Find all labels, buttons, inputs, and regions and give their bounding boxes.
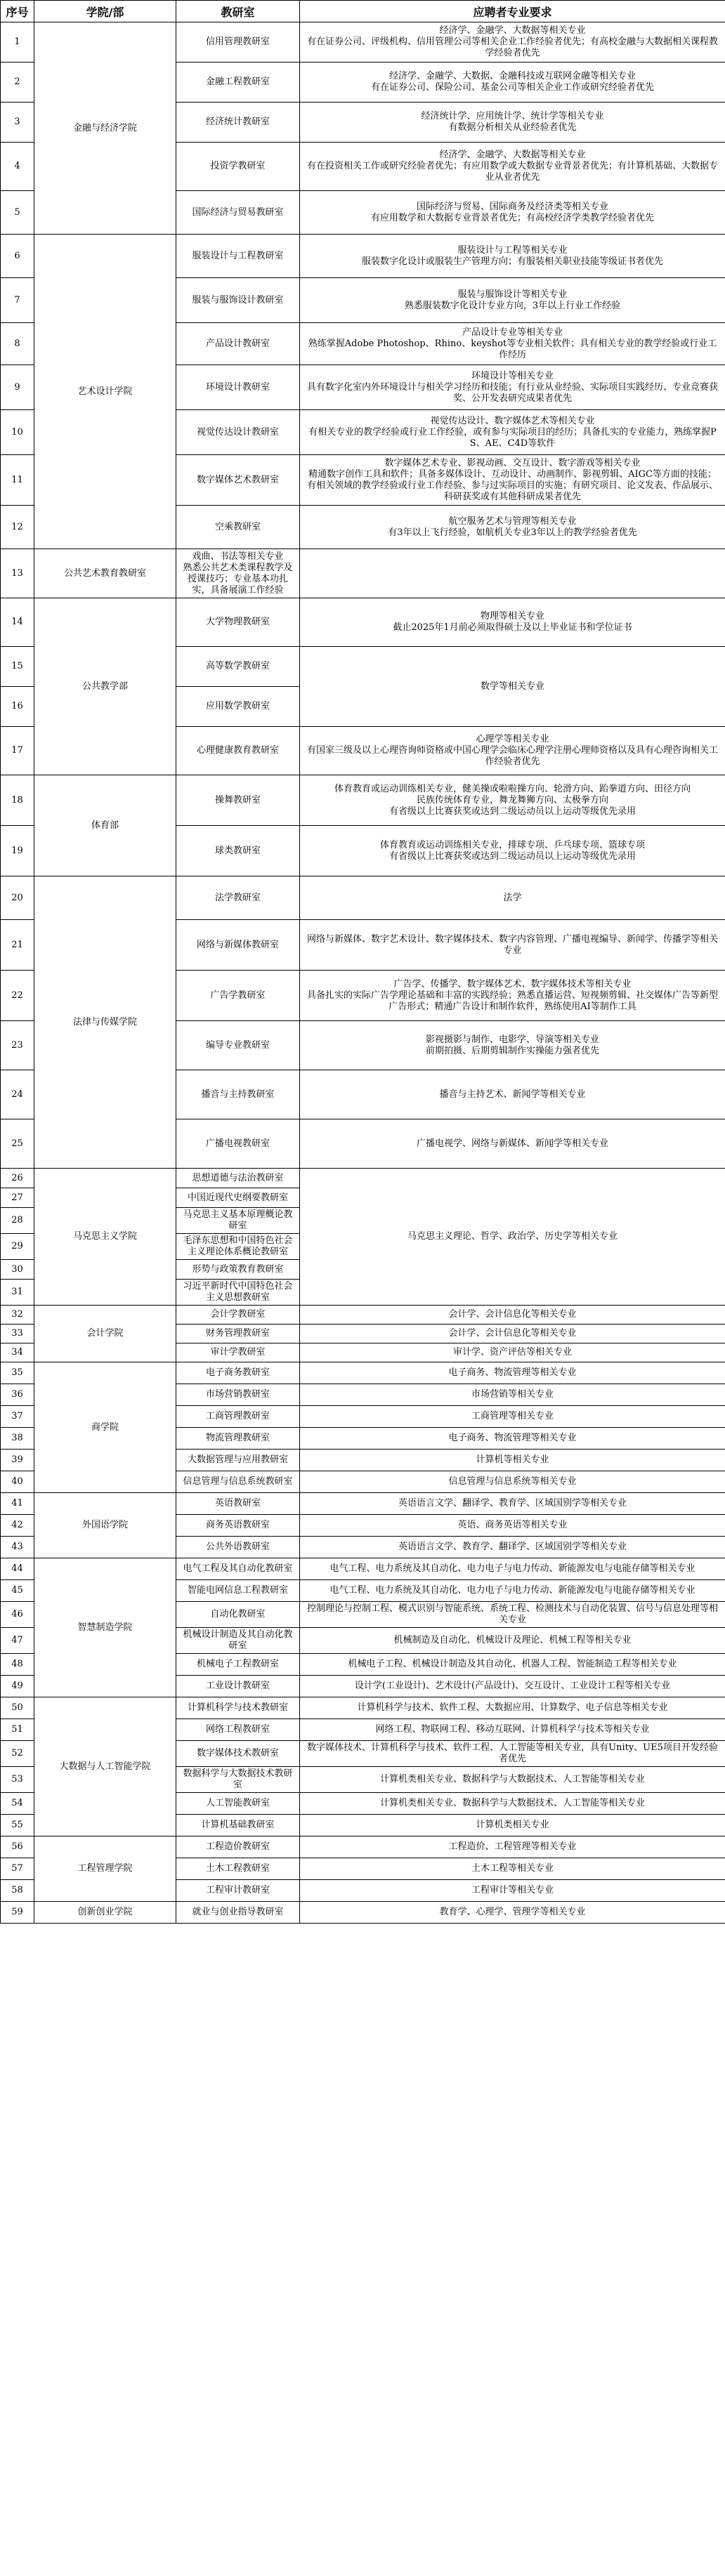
row-index: 4 — [1, 143, 34, 191]
row-index: 26 — [1, 1169, 34, 1188]
requirement-text: 环境设计等相关专业 具有数字化室内外环境设计与相关学习经历和技能；有行业从业经验、实际项目实践经历、专业竞赛获奖、公开发表研究成果者优先 — [300, 365, 725, 410]
college-name: 智慧制造学院 — [34, 1558, 176, 1697]
row-index: 27 — [1, 1188, 34, 1208]
requirement-text: 物理等相关专业 截止2025年1月前必须取得硕士及以上毕业证书和学位证书 — [300, 598, 725, 647]
requirement-text: 体育教育或运动训练相关专业，排球专项、乒乓球专项、篮球专项 有省级以上比赛获奖或达到二级运动员以上运动等级优先录用 — [300, 826, 725, 876]
row-index: 58 — [1, 1880, 34, 1902]
requirement-text: 工程造价、工程管理等相关专业 — [300, 1836, 725, 1858]
table-row — [1, 1836, 725, 1858]
requirement-text: 服装与服饰设计等相关专业 熟悉服装数字化设计专业方向，3年以上行业工作经验 — [300, 278, 725, 323]
college-name: 创新创业学院 — [34, 1902, 176, 1924]
requirement-text: 工商管理等相关专业 — [300, 1406, 725, 1428]
office-name: 视觉传达设计教研室 — [176, 410, 300, 455]
requirement-text: 控制理论与控制工程、模式识别与智能系统、系统工程、检测技术与自动化装置、信号与信息处理等相关专业 — [300, 1602, 725, 1628]
row-index: 29 — [1, 1234, 34, 1260]
office-name: 计算机科学与技术教研室 — [176, 1697, 300, 1719]
requirement-text: 审计学、资产评估等相关专业 — [300, 1343, 725, 1362]
row-index: 13 — [1, 549, 34, 598]
row-index: 50 — [1, 1697, 34, 1719]
row-index: 14 — [1, 598, 34, 647]
row-index: 2 — [1, 63, 34, 103]
requirement-text: 数学等相关专业 — [300, 647, 725, 727]
college-name: 马克思主义学院 — [34, 1169, 176, 1306]
requirement-text: 会计学、会计信息化等相关专业 — [300, 1306, 725, 1325]
table-row — [1, 598, 725, 647]
office-name: 产品设计教研室 — [176, 323, 300, 365]
office-name: 市场营销教研室 — [176, 1384, 300, 1406]
table-row — [1, 22, 725, 63]
requirement-text: 计算机类相关专业、数据科学与大数据技术、人工智能等相关专业 — [300, 1767, 725, 1793]
office-name: 习近平新时代中国特色社会主义思想教研室 — [176, 1280, 300, 1306]
office-name: 物流管理教研室 — [176, 1428, 300, 1450]
office-name: 高等数学教研室 — [176, 647, 300, 687]
row-index: 6 — [1, 235, 34, 278]
office-name: 公共艺术教育教研室 — [34, 549, 176, 598]
requirement-text: 视觉传达设计、数字媒体艺术等相关专业 有相关专业的教学经验或行业工作经验，或有参与实际项目的经历；具备扎实的专业能力，熟练掌握PS、AE、C4D等软件 — [300, 410, 725, 455]
table-row — [1, 1697, 725, 1719]
row-index: 5 — [1, 191, 34, 235]
requirement-text: 影视摄影与制作、电影学、导演等相关专业 前期拍摄、后期剪辑制作实操能力强者优先 — [300, 1021, 725, 1070]
requirement-text: 体育教育或运动训练相关专业，健美操或啦啦操方向、轮滑方向、跆拳道方向、田径方向 民族传统体育专业，舞龙舞狮方向、太极拳方向 有省级以上比赛获奖或达到二级运动员以上运动等级优先录用 — [300, 775, 725, 826]
office-name: 网络工程教研室 — [176, 1719, 300, 1741]
requirement-text: 法学 — [300, 876, 725, 920]
table-row — [1, 876, 725, 920]
office-name: 公共外语教研室 — [176, 1537, 300, 1558]
requirement-text: 经济学、金融学、大数据、金融科技或互联网金融等相关专业 有在证券公司、保险公司、基金公司等相关企业工作或研究经验者优先 — [300, 63, 725, 103]
office-name: 信息管理与信息系统教研室 — [176, 1471, 300, 1493]
row-index: 44 — [1, 1558, 34, 1580]
requirement-text: 广播电视学、网络与新媒体、新闻学等相关专业 — [300, 1119, 725, 1169]
requirement-text: 经济学、金融学、大数据等相关专业 有在投资相关工作或研究经验者优先；有应用数学或大数据专业背景者优先；有计算机基础、大数据专业从业者优先 — [300, 143, 725, 191]
office-name: 编导专业教研室 — [176, 1021, 300, 1070]
office-name: 国际经济与贸易教研室 — [176, 191, 300, 235]
requirement-text: 土木工程等相关专业 — [300, 1858, 725, 1880]
table-row — [1, 1306, 725, 1325]
requirement-text: 国际经济与贸易、国际商务及经济类等相关专业 有应用数学和大数据专业背景者优先；有高校经济学类教学经验者优先 — [300, 191, 725, 235]
office-name: 广告学教研室 — [176, 971, 300, 1021]
office-name: 形势与政策教育教研室 — [176, 1260, 300, 1280]
office-name: 数字媒体艺术教研室 — [176, 455, 300, 506]
requirement-text: 计算机等相关专业 — [300, 1450, 725, 1471]
row-index: 12 — [1, 506, 34, 549]
row-index: 40 — [1, 1471, 34, 1493]
office-name: 金融工程教研室 — [176, 63, 300, 103]
office-name: 毛泽东思想和中国特色社会主义理论体系概论教研室 — [176, 1234, 300, 1260]
office-name: 工业设计教研室 — [176, 1676, 300, 1697]
requirement-text: 英语语言文学、翻译学、教育学、区域国别学等相关专业 — [300, 1493, 725, 1515]
row-index: 46 — [1, 1602, 34, 1628]
office-name: 操舞教研室 — [176, 775, 300, 826]
row-index: 39 — [1, 1450, 34, 1471]
requirement-text: 数字媒体艺术专业、影视动画、交互设计、数字游戏等相关专业 精通数字创作工具和软件；具备多媒体设计、互动设计、动画制作、影视剪辑、AIGC等方面的技能；有相关领域的教学经验或行业工作经验、参与过实际项目的实施；有研究项目、论文发表、作品展示、科研获奖或有其他科研成果者优先 — [300, 455, 725, 506]
college-name: 艺术设计学院 — [34, 235, 176, 549]
requirement-text: 马克思主义理论、哲学、政治学、历史学等相关专业 — [300, 1169, 725, 1306]
row-index: 11 — [1, 455, 34, 506]
table-row — [1, 1493, 725, 1515]
office-name: 商务英语教研室 — [176, 1515, 300, 1537]
office-name: 心理健康教育教研室 — [176, 727, 300, 775]
office-name: 电气工程及其自动化教研室 — [176, 1558, 300, 1580]
row-index: 22 — [1, 971, 34, 1021]
requirement-text: 电子商务、物流管理等相关专业 — [300, 1362, 725, 1384]
requirement-text: 英语语言文学、教育学、翻译学、区域国别学等相关专业 — [300, 1537, 725, 1558]
table-row — [1, 775, 725, 826]
requirement-text: 广告学、传播学、数字媒体艺术、数字媒体技术等相关专业 具备扎实的实际广告学理论基础和丰富的实践经验；熟悉直播运营、短视频剪辑、社交媒体广告等新型广告形式；精通广告设计和制作软件，熟练使用AI等制作工具 — [300, 971, 725, 1021]
requirement-text: 计算机类相关专业 — [300, 1815, 725, 1836]
office-name: 投资学教研室 — [176, 143, 300, 191]
requirement-text: 信息管理与信息系统等相关专业 — [300, 1471, 725, 1493]
office-name: 数字媒体技术教研室 — [176, 1741, 300, 1767]
college-name: 商学院 — [34, 1362, 176, 1493]
row-index: 30 — [1, 1260, 34, 1280]
row-index: 52 — [1, 1741, 34, 1767]
row-index: 57 — [1, 1858, 34, 1880]
requirement-text: 产品设计专业等相关专业 熟练掌握Adobe Photoshop、Rhino、keyshot等专业相关软件；具有相关专业的教学经验或行业工作经历 — [300, 323, 725, 365]
row-index: 21 — [1, 920, 34, 971]
row-index: 48 — [1, 1654, 34, 1676]
row-index: 42 — [1, 1515, 34, 1537]
college-name: 外国语学院 — [34, 1493, 176, 1558]
table-row — [1, 235, 725, 278]
office-name: 应用数学教研室 — [176, 687, 300, 727]
row-index: 18 — [1, 775, 34, 826]
table-row — [1, 1169, 725, 1188]
office-name: 法学教研室 — [176, 876, 300, 920]
row-index: 54 — [1, 1793, 34, 1815]
row-index: 23 — [1, 1021, 34, 1070]
college-name: 会计学院 — [34, 1306, 176, 1362]
college-name: 法律与传媒学院 — [34, 876, 176, 1169]
office-name: 机械设计制造及其自动化教研室 — [176, 1628, 300, 1654]
office-name: 大数据管理与应用教研室 — [176, 1450, 300, 1471]
requirement-text: 戏曲、书法等相关专业 熟悉公共艺术类课程教学及授课技巧；专业基本功扎实，具备展演工作经验 — [176, 549, 300, 598]
header-requirement: 应聘者专业要求 — [300, 1, 725, 22]
row-index: 25 — [1, 1119, 34, 1169]
office-name: 服装与服饰设计教研室 — [176, 278, 300, 323]
requirement-text: 网络工程、物联网工程、移动互联网、计算机科学与技术等相关专业 — [300, 1719, 725, 1741]
college-name: 大数据与人工智能学院 — [34, 1697, 176, 1836]
office-name: 人工智能教研室 — [176, 1793, 300, 1815]
row-index: 59 — [1, 1902, 34, 1924]
requirement-text: 设计学(工业设计)、艺术设计(产品设计)、交互设计、工业设计工程等相关专业 — [300, 1676, 725, 1697]
table-body — [1, 22, 725, 1924]
requirement-text: 数字媒体技术、计算机科学与技术、软件工程、人工智能等相关专业，具有Unity、UE5项目开发经验者优先 — [300, 1741, 725, 1767]
requirement-text: 机械电子工程、机械设计制造及其自动化、机器人工程、智能制造工程等相关专业 — [300, 1654, 725, 1676]
requirement-text: 播音与主持艺术、新闻学等相关专业 — [300, 1070, 725, 1119]
requirement-text: 电子商务、物流管理等相关专业 — [300, 1428, 725, 1450]
office-name: 工商管理教研室 — [176, 1406, 300, 1428]
row-index: 55 — [1, 1815, 34, 1836]
office-name: 经济统计教研室 — [176, 103, 300, 143]
requirement-text: 市场营销等相关专业 — [300, 1384, 725, 1406]
office-name: 电子商务教研室 — [176, 1362, 300, 1384]
row-index: 37 — [1, 1406, 34, 1428]
row-index: 16 — [1, 687, 34, 727]
requirement-text: 英语、商务英语等相关专业 — [300, 1515, 725, 1537]
row-index: 28 — [1, 1208, 34, 1234]
office-name: 审计学教研室 — [176, 1343, 300, 1362]
requirement-text: 网络与新媒体、数字艺术设计、数字媒体技术、数字内容管理、广播电视编导、新闻学、传播学等相关专业 — [300, 920, 725, 971]
office-name: 计算机基础教研室 — [176, 1815, 300, 1836]
row-index: 19 — [1, 826, 34, 876]
requirement-text: 计算机类相关专业、数据科学与大数据技术、人工智能等相关专业 — [300, 1793, 725, 1815]
requirement-text: 心理学等相关专业 有国家三级及以上心理咨询师资格或中国心理学会临床心理学注册心理师资格以及具有心理咨询相关工作经验者优先 — [300, 727, 725, 775]
table-row — [1, 1902, 725, 1924]
row-index: 43 — [1, 1537, 34, 1558]
office-name: 工程审计教研室 — [176, 1880, 300, 1902]
office-name: 自动化教研室 — [176, 1602, 300, 1628]
row-index: 32 — [1, 1306, 34, 1325]
row-index: 49 — [1, 1676, 34, 1697]
row-index: 15 — [1, 647, 34, 687]
office-name: 马克思主义基本原理概论教研室 — [176, 1208, 300, 1234]
row-index: 45 — [1, 1580, 34, 1602]
requirement-text: 工程审计等相关专业 — [300, 1880, 725, 1902]
requirement-text: 服装设计与工程等相关专业 服装数字化设计或服装生产管理方向；有服装相关职业技能等级证书者优先 — [300, 235, 725, 278]
office-name: 智能电网信息工程教研室 — [176, 1580, 300, 1602]
row-index: 20 — [1, 876, 34, 920]
row-index: 41 — [1, 1493, 34, 1515]
header-college: 学院/部 — [34, 1, 176, 22]
requirement-text: 教育学、心理学、管理学等相关专业 — [300, 1902, 725, 1924]
office-name: 空乘教研室 — [176, 506, 300, 549]
college-name: 金融与经济学院 — [34, 22, 176, 235]
office-name: 机械电子工程教研室 — [176, 1654, 300, 1676]
office-name: 数据科学与大数据技术教研室 — [176, 1767, 300, 1793]
row-index: 33 — [1, 1325, 34, 1343]
office-name: 服装设计与工程教研室 — [176, 235, 300, 278]
office-name: 信用管理教研室 — [176, 22, 300, 63]
row-index: 1 — [1, 22, 34, 63]
row-index: 36 — [1, 1384, 34, 1406]
header-row — [1, 1, 725, 22]
office-name: 播音与主持教研室 — [176, 1070, 300, 1119]
row-index: 56 — [1, 1836, 34, 1858]
row-index: 8 — [1, 323, 34, 365]
college-name: 工程管理学院 — [34, 1836, 176, 1902]
requirement-text: 航空服务艺术与管理等相关专业 有3年以上飞行经验，如航机关专业3年以上的教学经验者优先 — [300, 506, 725, 549]
office-name: 思想道德与法治教研室 — [176, 1169, 300, 1188]
table-row — [1, 1362, 725, 1384]
office-name: 会计学教研室 — [176, 1306, 300, 1325]
office-name: 广播电视教研室 — [176, 1119, 300, 1169]
row-index: 17 — [1, 727, 34, 775]
header-office: 教研室 — [176, 1, 300, 22]
office-name: 就业与创业指导教研室 — [176, 1902, 300, 1924]
requirement-text: 会计学、会计信息化等相关专业 — [300, 1325, 725, 1343]
requirement-text: 电气工程、电力系统及其自动化、电力电子与电力传动、新能源发电与电能存储等相关专业 — [300, 1580, 725, 1602]
row-index: 31 — [1, 1280, 34, 1306]
office-name: 财务管理教研室 — [176, 1325, 300, 1343]
college-name: 公共教学部 — [34, 598, 176, 775]
requirement-text: 电气工程、电力系统及其自动化、电力电子与电力传动、新能源发电与电能存储等相关专业 — [300, 1558, 725, 1580]
row-index: 3 — [1, 103, 34, 143]
requirement-text: 经济统计学、应用统计学、统计学等相关专业 有数据分析相关从业经验者优先 — [300, 103, 725, 143]
table-row — [1, 549, 725, 598]
office-name: 土木工程教研室 — [176, 1858, 300, 1880]
row-index: 9 — [1, 365, 34, 410]
office-name: 大学物理教研室 — [176, 598, 300, 647]
row-index: 53 — [1, 1767, 34, 1793]
office-name: 球类教研室 — [176, 826, 300, 876]
row-index: 10 — [1, 410, 34, 455]
row-index: 35 — [1, 1362, 34, 1384]
office-name: 环境设计教研室 — [176, 365, 300, 410]
row-index: 38 — [1, 1428, 34, 1450]
requirement-text: 经济学、金融学、大数据等相关专业 有在证券公司、评级机构、信用管理公司等相关企业工作经验者优先；有高校金融与大数据相关课程教学经验者优先 — [300, 22, 725, 63]
college-name: 体育部 — [34, 775, 176, 876]
table-row — [1, 1558, 725, 1580]
office-name: 中国近现代史纲要教研室 — [176, 1188, 300, 1208]
office-name: 英语教研室 — [176, 1493, 300, 1515]
row-index: 47 — [1, 1628, 34, 1654]
office-name: 网络与新媒体教研室 — [176, 920, 300, 971]
header-index: 序号 — [1, 1, 34, 22]
requirement-text: 机械制造及自动化、机械设计及理论、机械工程等相关专业 — [300, 1628, 725, 1654]
requirement-text: 计算机科学与技术、软件工程、大数据应用、计算数学、电子信息等相关专业 — [300, 1697, 725, 1719]
row-index: 7 — [1, 278, 34, 323]
row-index: 51 — [1, 1719, 34, 1741]
row-index: 24 — [1, 1070, 34, 1119]
office-name: 工程造价教研室 — [176, 1836, 300, 1858]
row-index: 34 — [1, 1343, 34, 1362]
